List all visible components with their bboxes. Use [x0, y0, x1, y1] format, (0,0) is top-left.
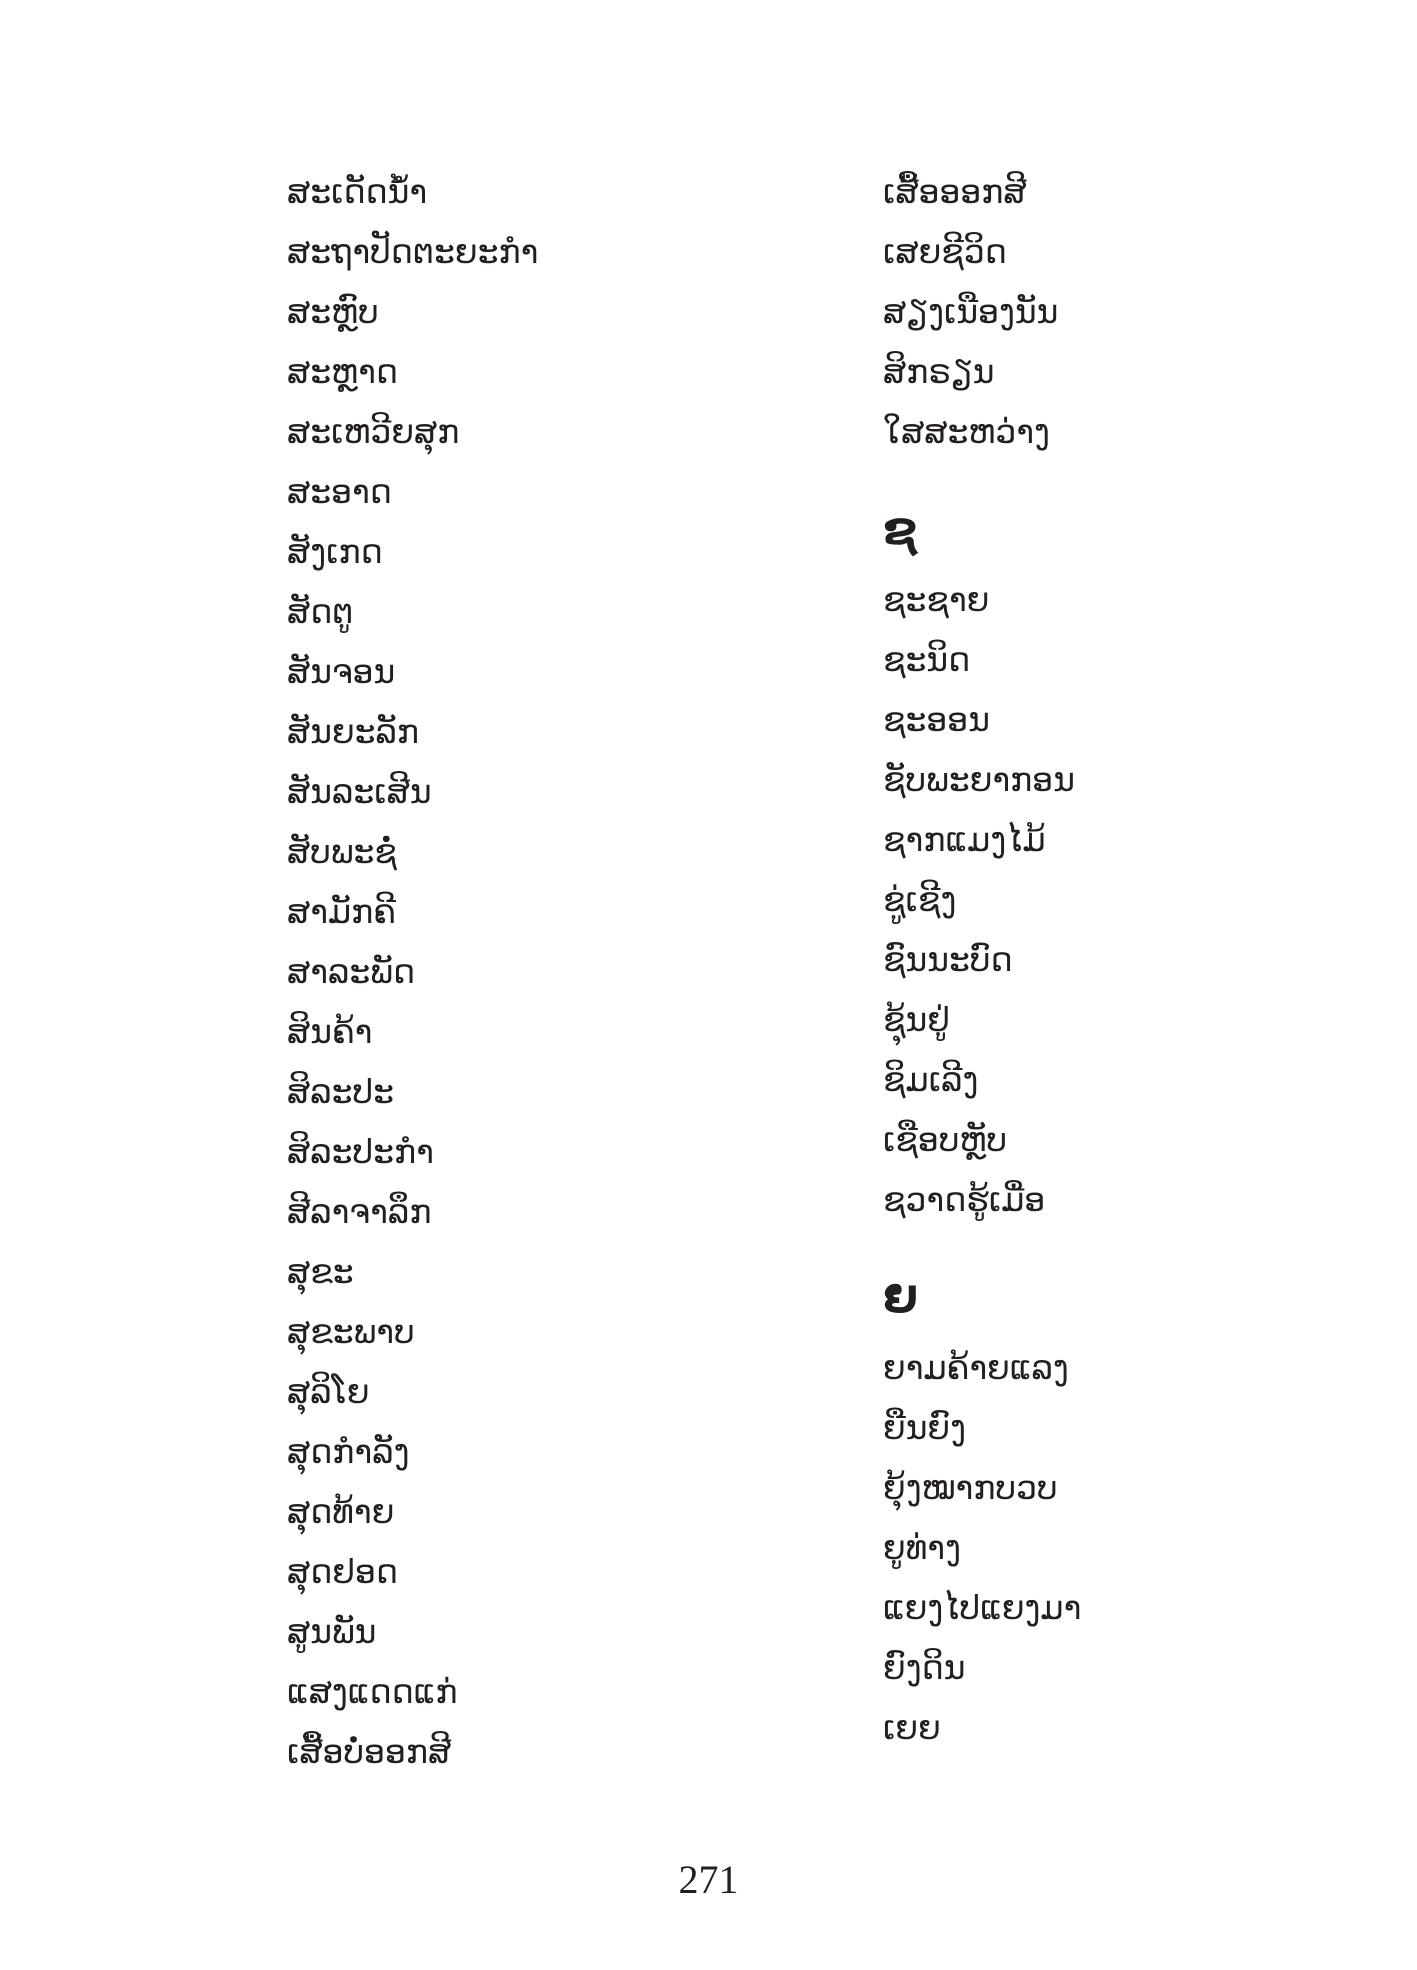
word-entry: ຊະອອນ: [883, 700, 990, 739]
word-entry: ເສື້ອບໍ່ອອກສີ: [287, 1732, 452, 1771]
word-entry: ສິລະປະກຳ: [287, 1132, 434, 1171]
word-entry: ສາລະພັດ: [287, 952, 416, 991]
word-entry: ສະຫຼາດ: [287, 352, 398, 391]
section-heading-sa: ຊ: [883, 501, 918, 555]
word-entry: ສັນຈອນ: [287, 652, 396, 691]
word-entry: ຊວາດຮູ້ເມື່ອ: [883, 1180, 1046, 1219]
word-entry: ສຸດທ້າຍ: [287, 1492, 395, 1531]
word-entry: ຊະນິດ: [883, 640, 971, 679]
word-entry: ຊົນນະບົດ: [883, 940, 1013, 979]
word-entry: ສຸຂະ: [287, 1252, 354, 1291]
word-entry: ສະເຫວີຍສຸກ: [287, 412, 460, 451]
word-entry: ເຍຍ: [883, 1708, 941, 1747]
word-entry: ສັງເກດ: [287, 532, 383, 571]
left-column: [287, 162, 847, 1782]
right-column: [883, 162, 1363, 1758]
word-entry: ຊຸ້ນຢູ່: [883, 1000, 950, 1039]
word-entry: ສະອາດ: [287, 472, 392, 511]
word-entry: ຊູ່ເຊີງ: [883, 880, 957, 919]
word-entry: ແສງແດດແກ່: [287, 1672, 458, 1711]
word-entry: ຍົງດິນ: [883, 1648, 966, 1687]
page-number: 271: [678, 1857, 739, 1902]
word-entry: ສຸດຢອດ: [287, 1552, 398, 1591]
word-entry: ສຸຂະພາບ: [287, 1312, 415, 1351]
word-entry: ສັນຍະລັກ: [287, 712, 420, 751]
word-entry: ສັດຕູ: [287, 592, 354, 631]
word-entry: ຊິມເລີງ: [883, 1060, 979, 1099]
word-entry: ສັນລະເສີນ: [287, 772, 432, 811]
word-entry: ຊະຊາຍ: [883, 580, 990, 619]
word-entry: ສິນຄ້າ: [287, 1012, 373, 1051]
word-entry: ຊັບພະຍາກອນ: [883, 760, 1075, 799]
word-entry: ເສຍຊີວິດ: [883, 232, 1007, 271]
word-entry: ຍືນຍົງ: [883, 1408, 967, 1447]
word-entry: ຍຸ້ງໝາກບວບ: [883, 1468, 1058, 1507]
word-entry: ສູນພັນ: [287, 1612, 377, 1651]
word-entry: ຍູທ່າງ: [883, 1528, 962, 1567]
word-entry: ສະເດັດນ້ຳ: [287, 172, 428, 211]
word-entry: ສະຖາປັດຕະຍະກຳ: [287, 232, 539, 271]
section-heading-nyo: ຍ: [883, 1269, 918, 1323]
word-entry: ໃສສະຫວ່າງ: [883, 412, 1050, 451]
word-entry: ຊາກແມງໄມ້: [883, 820, 1046, 859]
word-entry: ສິກຣຽນ: [883, 352, 995, 391]
word-entry: ສາມັກຄີ: [287, 892, 396, 931]
word-entry: ສຸລິໂຍ: [287, 1372, 370, 1411]
word-entry: ແຍງໄປແຍງມາ: [883, 1588, 1082, 1627]
word-entry: ສີລາຈາລຶກ: [287, 1192, 432, 1231]
word-entry: ຍາມຄ້າຍແລງ: [883, 1348, 1069, 1387]
word-entry: ເຊືອບຫຼັບ: [883, 1120, 1008, 1159]
word-entry: ເສື້ອອອກສີ: [883, 172, 1027, 211]
word-entry: ສິລະປະ: [287, 1072, 394, 1111]
word-entry: ສຽງເນືອງນັນ: [883, 292, 1059, 331]
word-entry: ສະຫຼົບ: [287, 292, 379, 331]
word-entry: ສຸດກຳລັງ: [287, 1432, 410, 1471]
word-entry: ສັບພະຊໍ່: [287, 832, 397, 871]
